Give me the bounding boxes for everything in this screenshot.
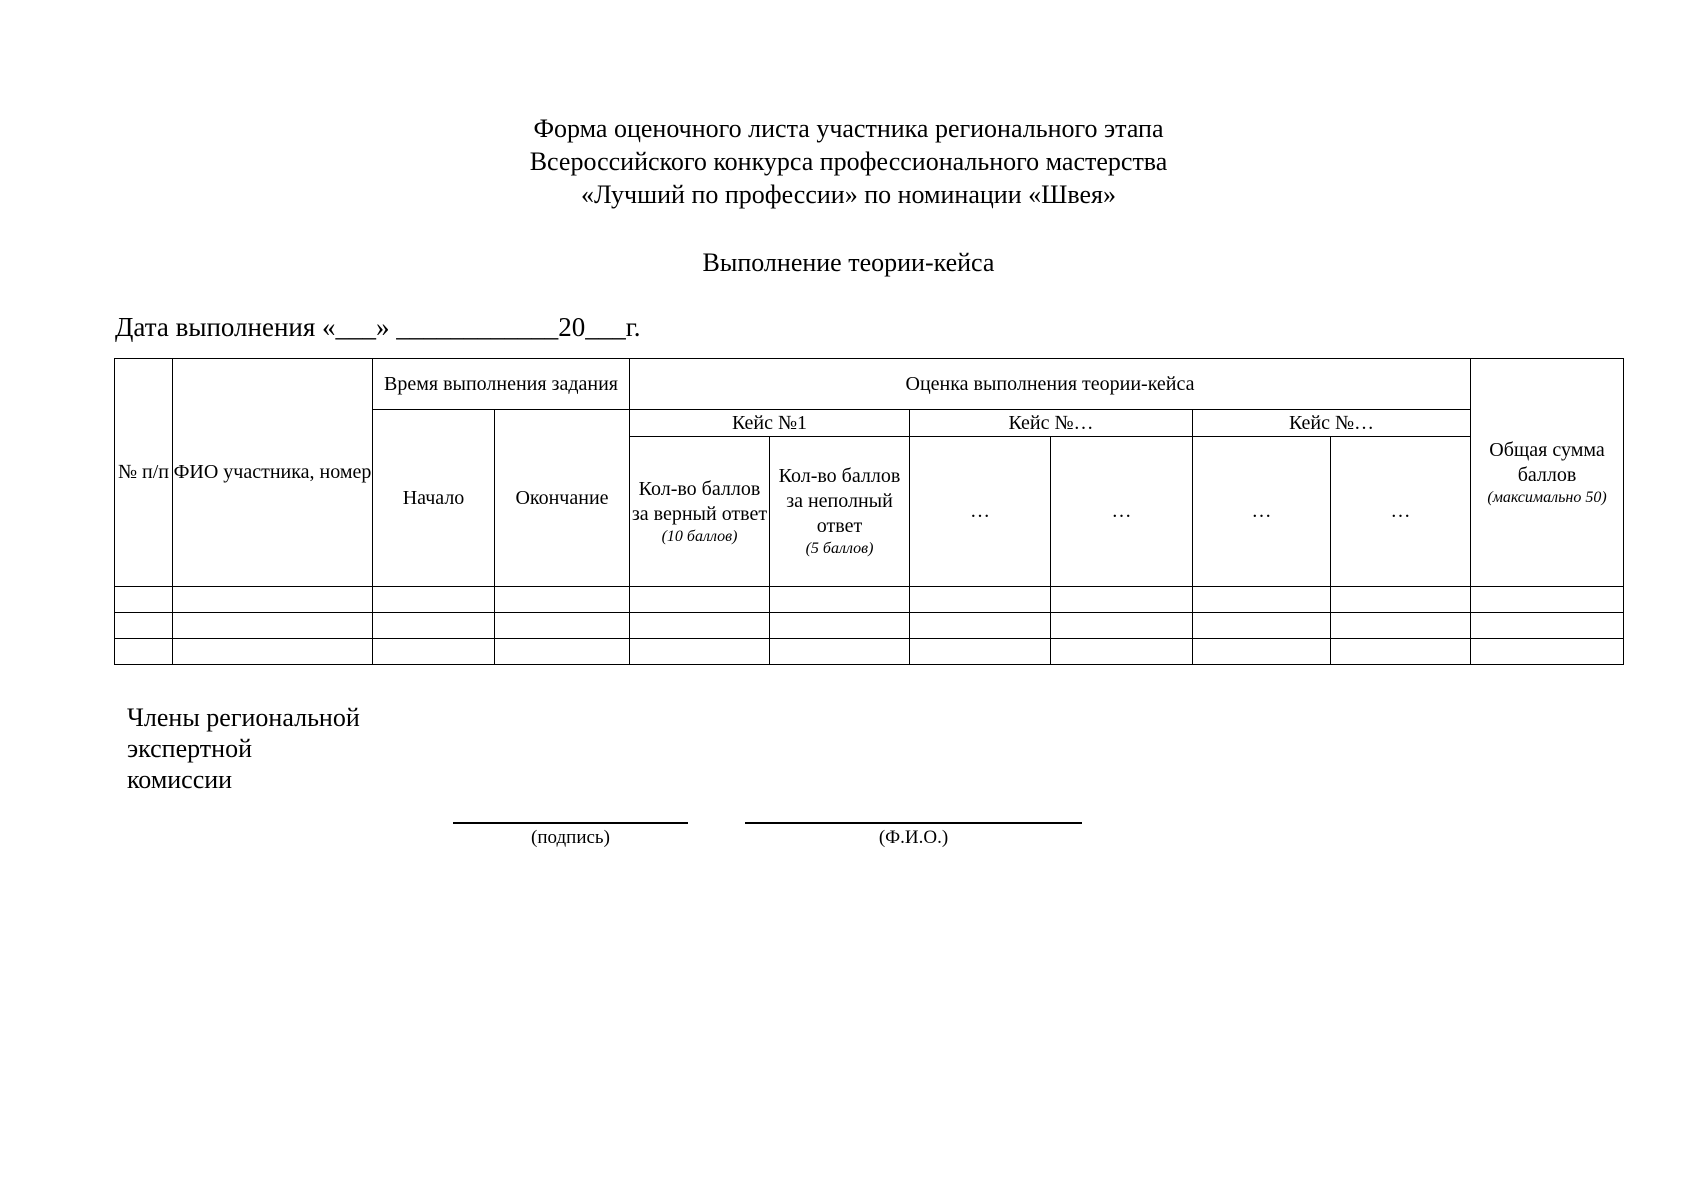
- date-line: Дата выполнения «___» ____________20___г.: [115, 312, 641, 342]
- header-cell-case3-a: …: [1193, 437, 1331, 587]
- header-cell-case-3: Кейс №…: [1193, 410, 1471, 437]
- header-cell-case3-b: …: [1331, 437, 1471, 587]
- evaluation-table: [114, 358, 1624, 665]
- header-cell-case-1: Кейс №1: [630, 410, 910, 437]
- case1-correct-note: (10 баллов): [661, 527, 738, 545]
- fio-line[interactable]: [745, 822, 1082, 824]
- fio-label: (Ф.И.О.): [878, 827, 949, 848]
- commission-line-1: Члены региональной: [127, 703, 360, 732]
- header-cell-case-2: Кейс №…: [910, 410, 1193, 437]
- case1-partial-note: (5 баллов): [805, 540, 874, 557]
- commission-line-2: экспертной: [127, 734, 252, 763]
- table-row: [115, 613, 1624, 639]
- total-note: (максимально 50): [1487, 488, 1607, 506]
- form-title: [0, 112, 1697, 211]
- header-cell-eval-group: Оценка выполнения теории-кейса: [630, 359, 1471, 410]
- signature-line[interactable]: [453, 822, 688, 824]
- header-cell-case1-correct: Кол-во баллов за верный ответ (10 баллов): [630, 437, 770, 587]
- header-cell-case1-partial: Кол-во баллов за неполный ответ (5 баллов): [770, 437, 910, 587]
- title-line-2: Всероссийского конкурса профессионального мастерства: [529, 147, 1168, 176]
- header-cell-end: Окончание: [495, 410, 630, 587]
- header-cell-fio: ФИО участника, номер: [173, 359, 373, 587]
- title-line-3: «Лучший по профессии» по номинации «Швея»: [581, 180, 1116, 209]
- title-line-1: Форма оценочного листа участника регионального этапа: [533, 114, 1164, 143]
- commission-line-3: комиссии: [127, 765, 233, 794]
- header-cell-time-group: Время выполнения задания: [373, 359, 630, 410]
- table-row: [115, 639, 1624, 665]
- header-cell-case2-b: …: [1051, 437, 1193, 587]
- header-cell-start: Начало: [373, 410, 495, 587]
- form-subtitle: Выполнение теории-кейса: [702, 248, 995, 277]
- header-cell-total: Общая сумма баллов (максимально 50): [1471, 359, 1624, 587]
- table-row: [115, 587, 1624, 613]
- header-cell-number: № п/п: [115, 359, 173, 587]
- commission-label: [127, 702, 360, 795]
- signature-label: (подпись): [531, 827, 610, 848]
- header-cell-case2-a: …: [910, 437, 1051, 587]
